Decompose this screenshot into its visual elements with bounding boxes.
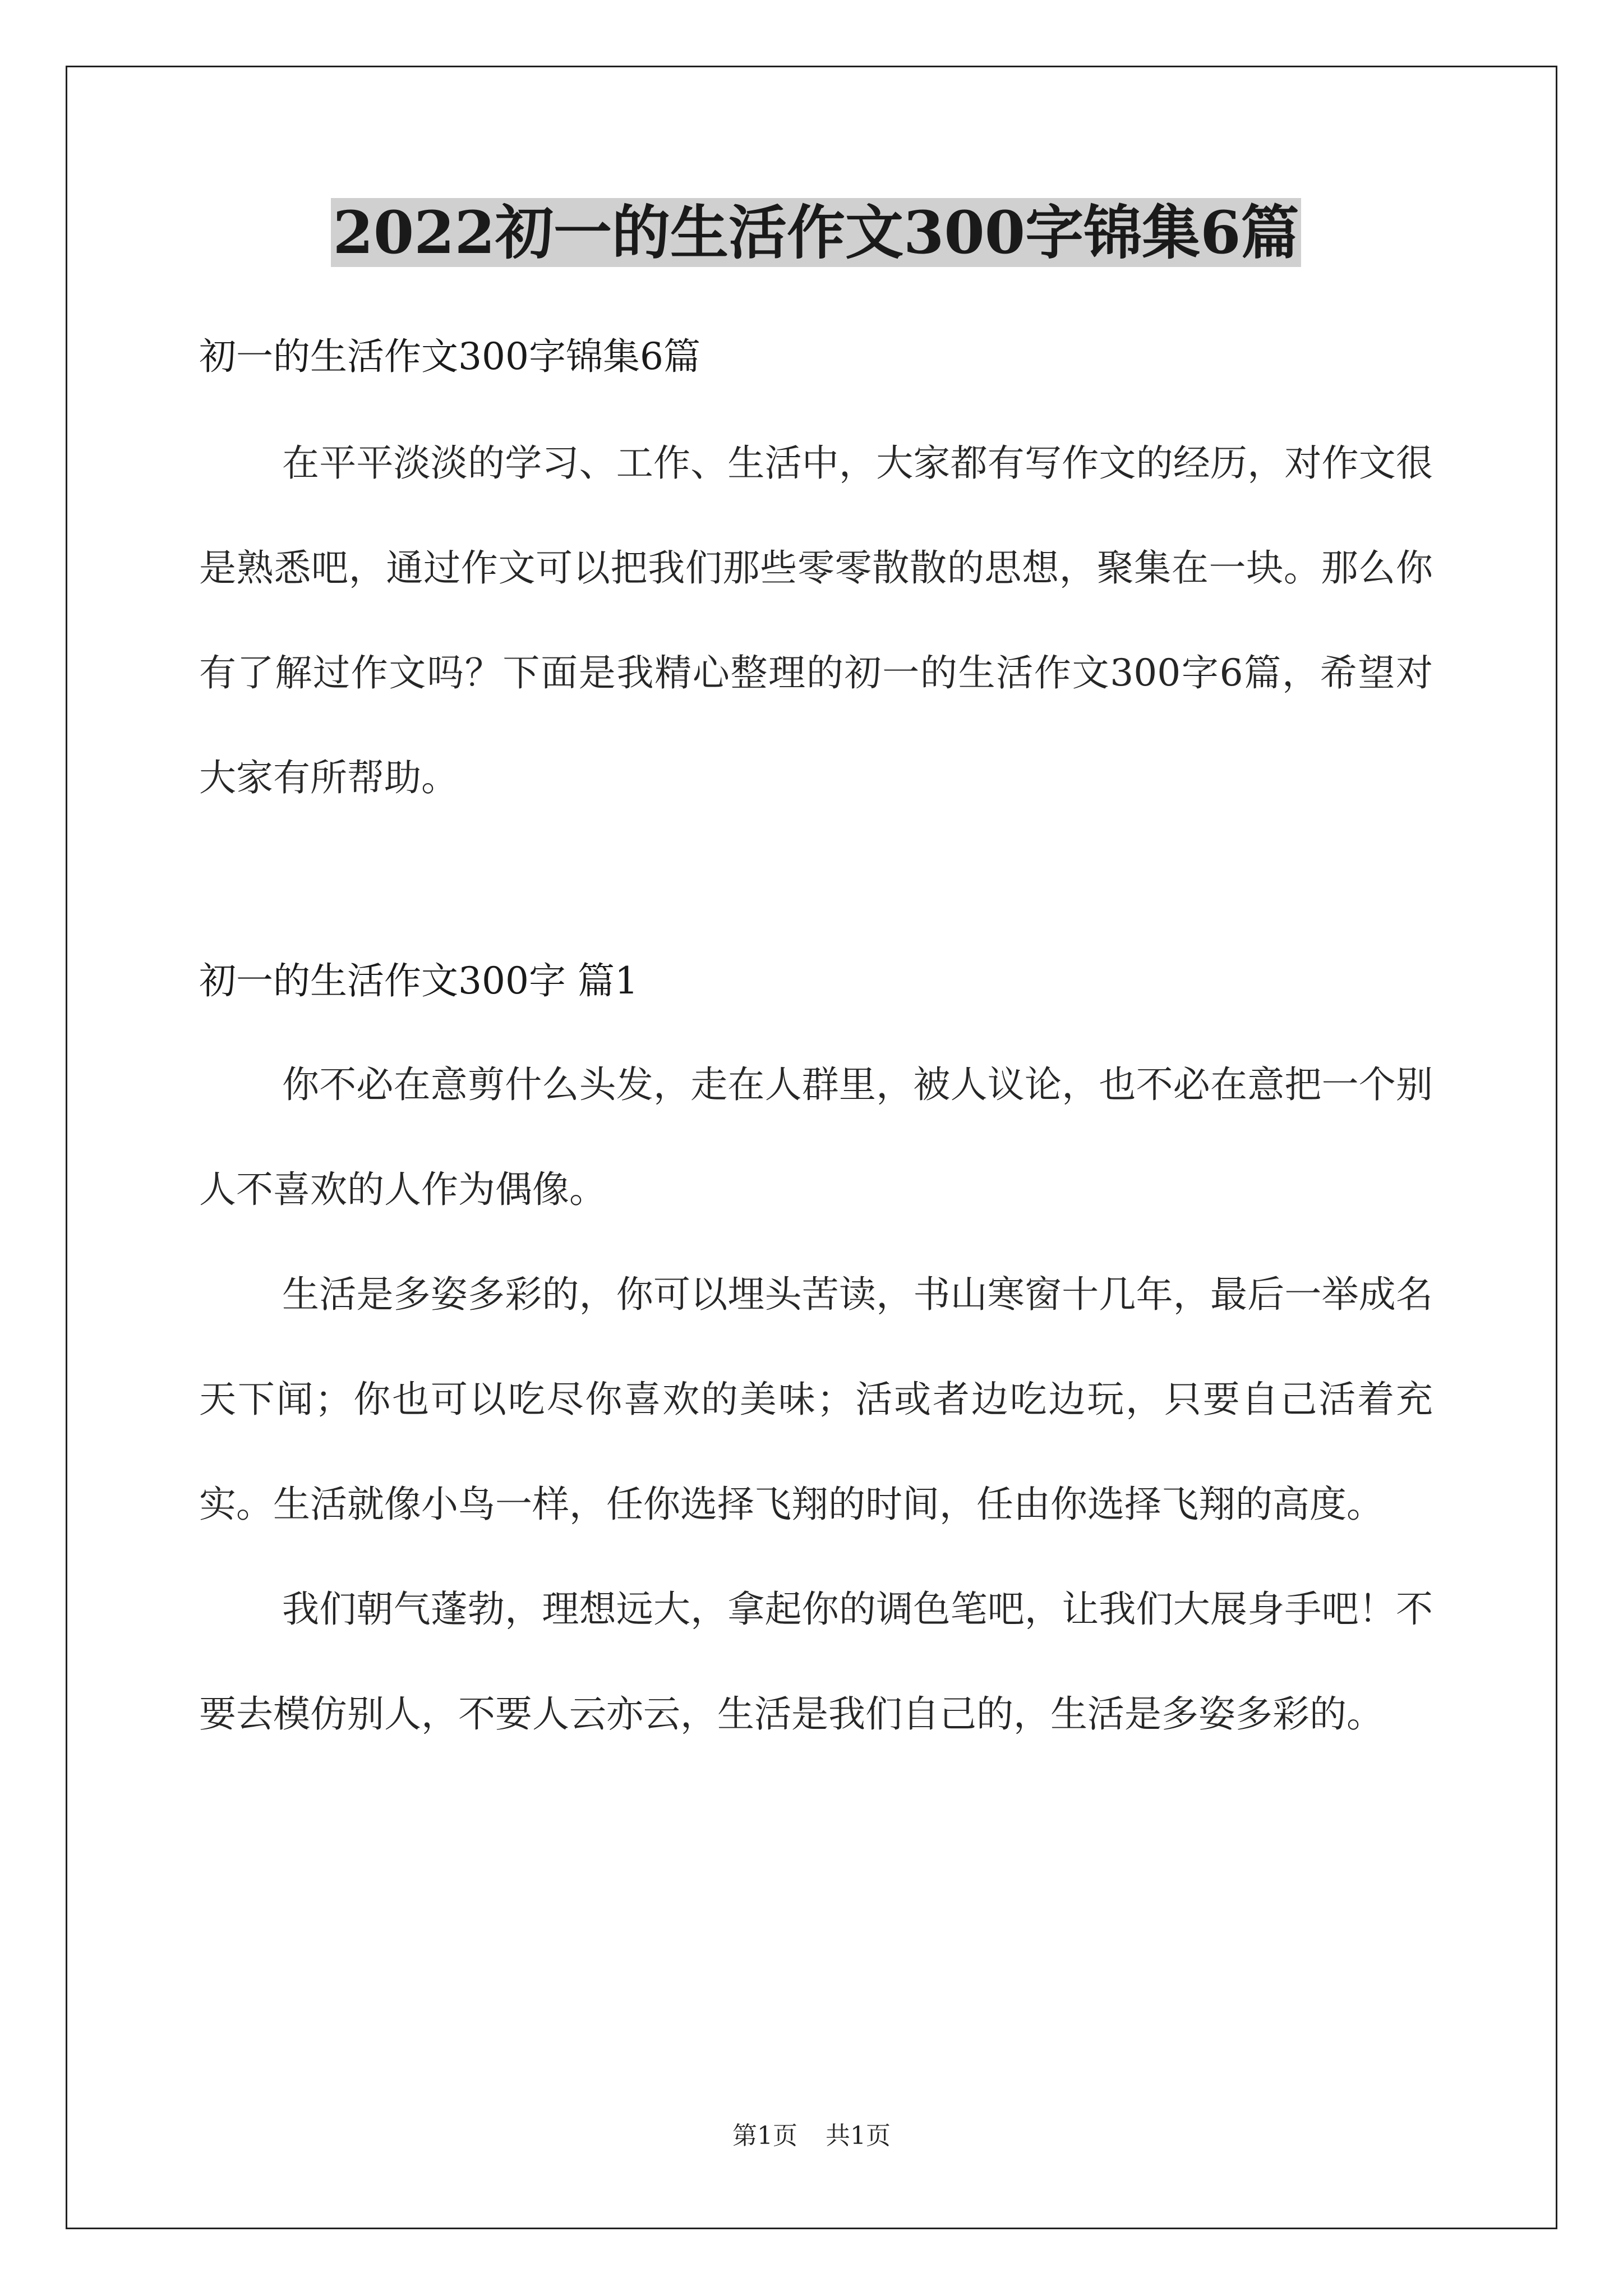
- document-title: [199, 191, 1433, 275]
- body-paragraph: 我们朝气蓬勃，理想远大，拿起你的调色笔吧，让我们大展身手吧！不要去模仿别人，不要人云亦云，生活是我们自己的，生活是多姿多彩的。: [199, 1588, 1433, 1736]
- document-title-text: 2022初一的生活作文300字锦集6篇: [331, 198, 1302, 267]
- body-paragraph: 生活是多姿多彩的，你可以埋头苦读，书山寒窗十几年，最后一举成名天下闻；你也可以吃尽你喜欢的美味；活或者边吃边玩，只要自己活着充实。生活就像小鸟一样，任你选择飞翔的时间，任由你选择飞翔的高度。: [199, 1273, 1433, 1526]
- document-subtitle: 初一的生活作文300字锦集6篇: [199, 335, 700, 378]
- page-number-current: 第1页: [732, 2122, 797, 2150]
- document-body: [199, 191, 1433, 1766]
- page-footer: [0, 2119, 1623, 2153]
- intro-paragraph: 在平平淡淡的学习、工作、生活中，大家都有写作文的经历，对作文很是熟悉吧，通过作文可以把我们那些零零散散的思想，聚集在一块。那么你有了解过作文吗？下面是我精心整理的初一的生活作文300字6篇，希望对大家有所帮助。: [199, 441, 1433, 799]
- section-heading: 初一的生活作文300字 篇1: [199, 959, 638, 1002]
- body-paragraph: 你不必在意剪什么头发，走在人群里，被人议论，也不必在意把一个别人不喜欢的人作为偶像。: [199, 1063, 1433, 1211]
- page-number-total: 共1页: [826, 2122, 891, 2150]
